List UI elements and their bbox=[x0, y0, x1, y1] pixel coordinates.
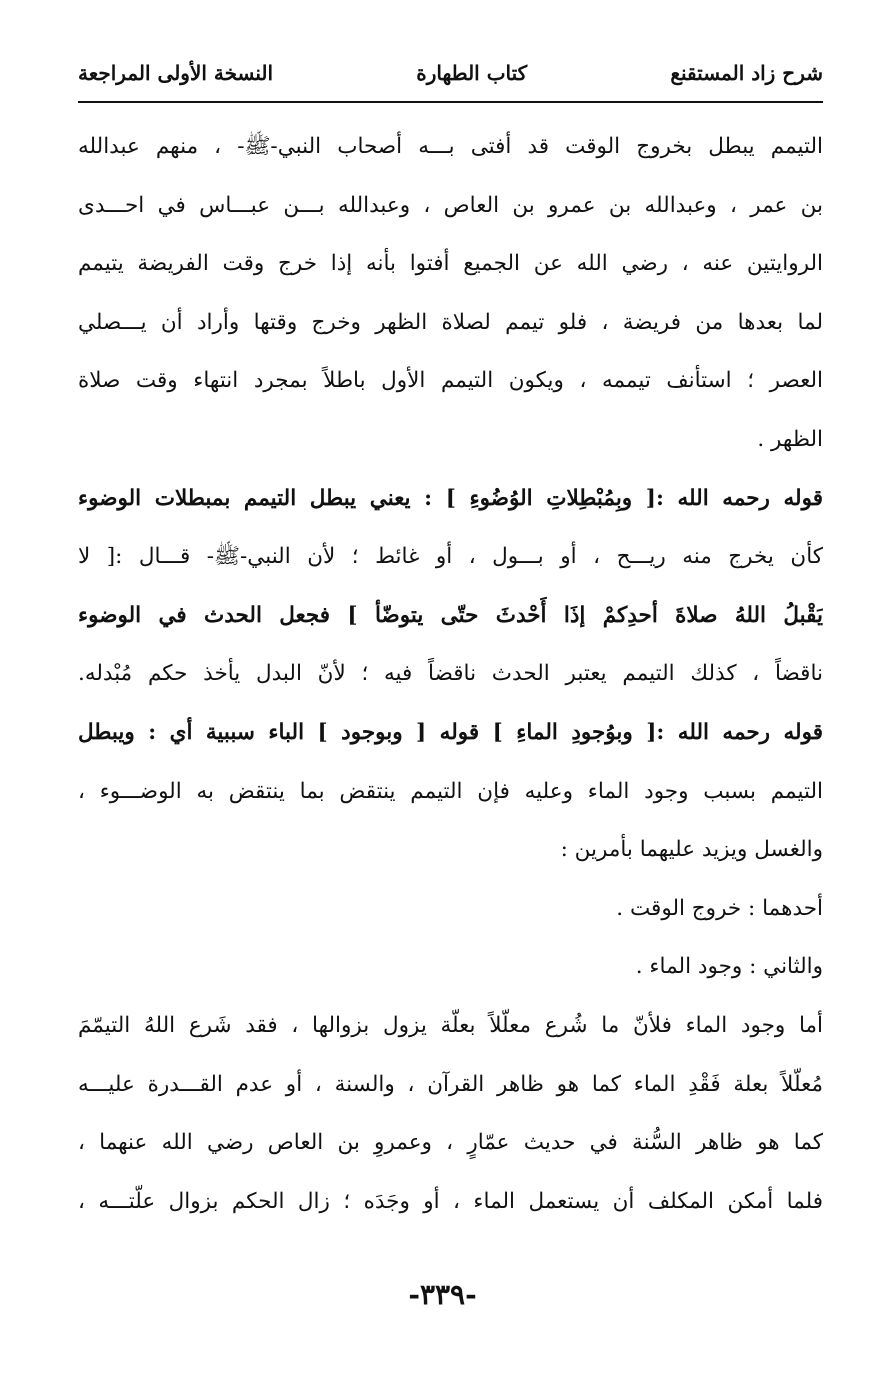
text-line: الروايتين عنه ، رضي الله عن الجميع أفتوا بأنه إذا خرج وقت الفريضة يتيمم bbox=[78, 251, 823, 277]
text-line: قوله رحمه الله :[ وبِمُبْطِلاتِ الوُضُوءِ ] : يعني يبطل التيمم بمبطلات الوضوء bbox=[78, 485, 823, 511]
page-header bbox=[78, 52, 823, 94]
text-line: والثاني : وجود الماء . bbox=[635, 954, 823, 980]
page-number: -٣٣٩- bbox=[408, 1278, 477, 1311]
header-edition-note: النسخة الأولى المراجعة bbox=[78, 61, 274, 85]
body-text bbox=[78, 118, 823, 1231]
text-line: ناقضاً ، كذلك التيمم يعتبر الحدث ناقضاً فيه ؛ لأنّ البدل يأخذ حكم مُبْدله. bbox=[78, 661, 823, 687]
text-line: يَقْبلُ اللهُ صلاةَ أحدِكمْ إذَا أَحْدثَ حتّى يتوضّأ ] فجعل الحدث في الوضوء bbox=[78, 602, 823, 628]
text-line: والغسل ويزيد عليهما بأمرين : bbox=[560, 837, 823, 863]
text-line: قوله رحمه الله :[ وبوُجودِ الماءِ ] قوله [ وبوجود ] الباء سببية أي : ويبطل bbox=[78, 719, 823, 745]
header-divider bbox=[78, 101, 823, 103]
text-line: كما هو ظاهر السُّنة في حديث عمّارٍ ، وعمروِ بن العاص رضي الله عنهما ، bbox=[78, 1130, 823, 1156]
text-line: مُعلّلاً بعلة فَقْدِ الماء كما هو ظاهر القرآن ، والسنة ، أو عدم القـــدرة عليـــه bbox=[78, 1071, 823, 1097]
text-line: العصر ؛ استأنف تيممه ، ويكون التيمم الأول باطلاً بمجرد انتهاء وقت صلاة bbox=[78, 368, 823, 394]
text-line: التيمم يبطل بخروج الوقت قد أفتى بـــه أصحاب النبي-ﷺ- ، منهم عبدالله bbox=[78, 134, 823, 159]
text-line: أحدهما : خروج الوقت . bbox=[616, 895, 823, 921]
text-line: أما وجود الماء فلأنّ ما شُرع معلّلاً بعلّة يزول بزوالها ، فقد شَرع اللهُ التيمّمَ bbox=[78, 1012, 823, 1038]
text-line: كأن يخرج منه ريـــح ، أو بـــول ، أو غائط ؛ لأن النبي-ﷺ- قـــال :[ لا bbox=[78, 544, 823, 570]
header-book-title: شرح زاد المستقنع bbox=[670, 61, 823, 85]
text-line: التيمم بسبب وجود الماء وعليه فإن التيمم ينتقض بما ينتقض به الوضـــوء ، bbox=[78, 778, 823, 804]
text-line: بن عمر ، وعبدالله بن عمرو بن العاص ، وعبدالله بـــن عبـــاس في احـــدى bbox=[78, 192, 823, 218]
text-line: فلما أمكن المكلف أن يستعمل الماء ، أو وجَدَه ؛ زال الحكم بزوال علّتـــه ، bbox=[78, 1188, 823, 1214]
text-line: لما بعدها من فريضة ، فلو تيمم لصلاة الظهر وخرج وقتها وأراد أن يـــصلي bbox=[78, 309, 823, 335]
header-chapter-title: كتاب الطهارة bbox=[416, 61, 528, 85]
text-line: الظهر . bbox=[757, 426, 823, 452]
